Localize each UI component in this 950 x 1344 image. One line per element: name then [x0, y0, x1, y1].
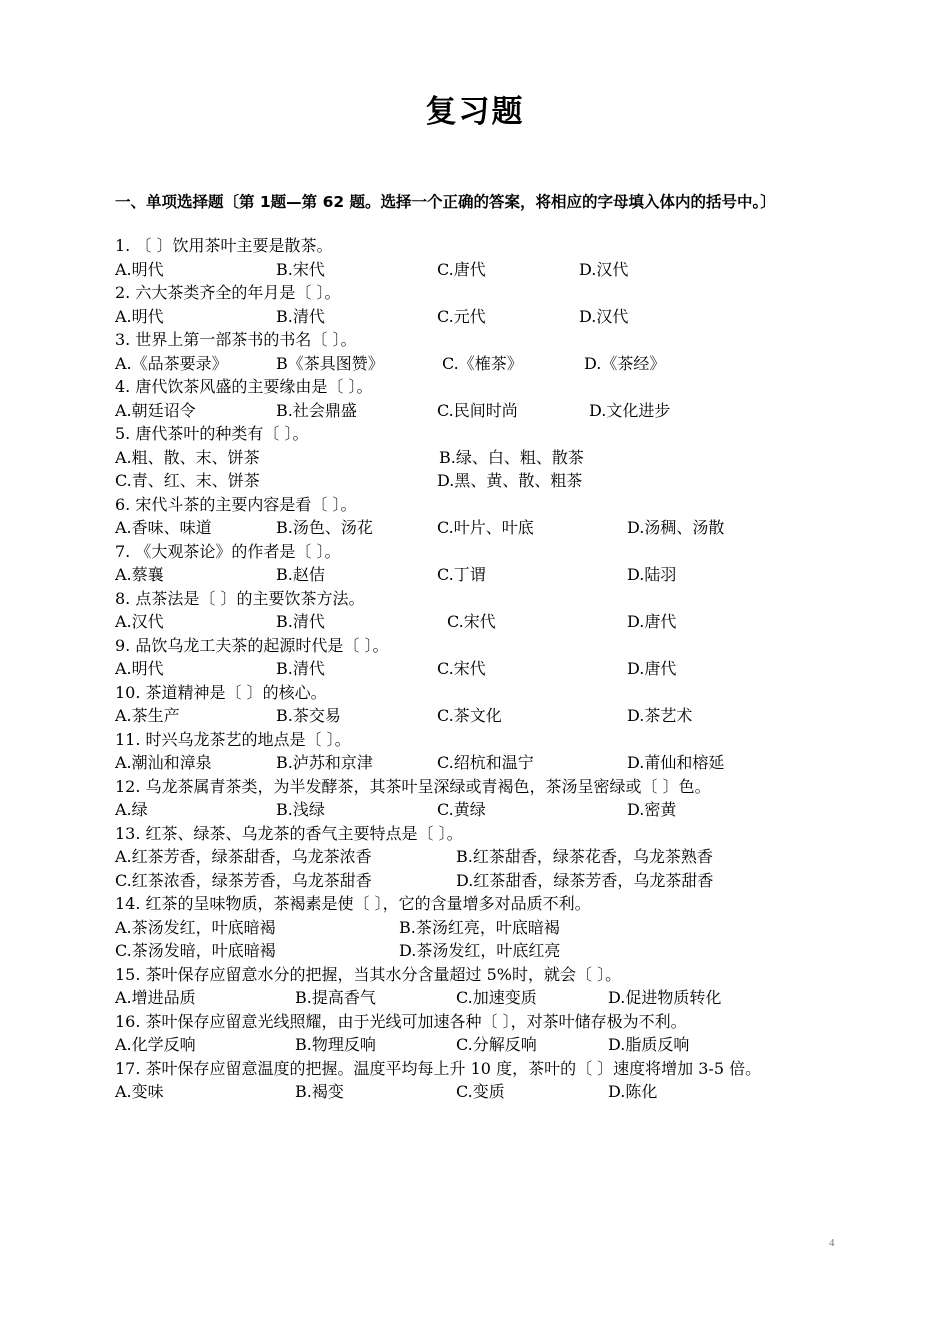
option: A.绿 [115, 800, 148, 819]
question-text: 9. 品饮乌龙工夫茶的起源时代是〔 〕。 [115, 635, 389, 655]
option: A.茶汤发红，叶底暗褐 [115, 917, 276, 937]
option: B.汤色、汤花 [276, 518, 373, 537]
option: B.绿、白、粗、散茶 [439, 447, 584, 467]
question-text: 2. 六大茶类齐全的年月是〔 〕。 [115, 283, 341, 302]
option: C.分解反响 [456, 1035, 537, 1054]
option: D.陆羽 [627, 565, 677, 584]
option: C.唐代 [437, 259, 486, 279]
option-row [115, 399, 845, 423]
option: C.青、红、末、饼茶 [115, 471, 260, 490]
question-text: 8. 点茶法是〔 〕的主要饮茶方法。 [115, 588, 365, 608]
option: A.粗、散、末、饼茶 [115, 447, 260, 467]
option: C.加速变质 [456, 988, 537, 1007]
option-row [115, 1033, 845, 1057]
question-text: 16. 茶叶保存应留意光线照耀，由于光线可加速各种〔 〕，对茶叶储存极为不利。 [115, 1011, 687, 1031]
option: D.汤稠、汤散 [627, 518, 725, 537]
question-text: 6. 宋代斗茶的主要内容是看〔 〕。 [115, 494, 357, 514]
option: D.陈化 [608, 1082, 658, 1101]
option: C.民间时尚 [437, 400, 518, 420]
option: A.增进品质 [115, 988, 196, 1007]
option: D.莆仙和榕延 [627, 753, 725, 772]
option: B.褐变 [295, 1082, 344, 1101]
option-row [115, 446, 845, 470]
option-row [115, 916, 845, 940]
option: A.《品茶要录》 [115, 353, 228, 373]
question-text: 3. 世界上第一部茶书的书名〔 〕。 [115, 330, 357, 349]
option: D.促进物质转化 [608, 988, 722, 1007]
option: A.潮汕和漳泉 [115, 753, 212, 772]
option: B.红茶甜香，绿茶花香，乌龙茶熟香 [456, 847, 713, 866]
option-row [115, 610, 845, 634]
option: C.黄绿 [437, 800, 486, 819]
option: C.丁谓 [437, 565, 486, 584]
option: C.宋代 [447, 612, 496, 631]
question-text: 4. 唐代饮茶风盛的主要缘由是〔 〕。 [115, 377, 373, 396]
option: A.汉代 [115, 612, 164, 631]
option: B.提高香气 [295, 988, 376, 1007]
option: D.茶艺术 [627, 706, 693, 725]
option-row [115, 258, 845, 282]
option: D.唐代 [627, 612, 677, 631]
option: B.泸苏和京津 [276, 753, 373, 772]
option-row [115, 469, 845, 493]
option-row [115, 845, 845, 869]
option: A.明代 [115, 259, 164, 279]
option: B.茶汤红亮，叶底暗褐 [399, 917, 560, 937]
option: B.浅绿 [276, 800, 325, 819]
option: D.密黄 [627, 800, 677, 819]
option: C.叶片、叶底 [437, 518, 534, 537]
option: D.黑、黄、散、粗茶 [437, 471, 583, 490]
option: A.香味、味道 [115, 518, 212, 537]
option-row [115, 869, 845, 893]
option-row [115, 516, 845, 540]
option: D.红茶甜香，绿茶芳香，乌龙茶甜香 [456, 870, 714, 890]
page-number: 4 [829, 1237, 835, 1249]
option-row [115, 563, 845, 587]
option: A.变味 [115, 1082, 164, 1101]
option: D.文化进步 [589, 400, 671, 420]
option-row [115, 352, 845, 376]
option: A.红茶芳香，绿茶甜香，乌龙茶浓香 [115, 847, 372, 866]
option: C.变质 [456, 1082, 505, 1101]
option: D.《茶经》 [584, 353, 666, 373]
question-text: 1. 〔 〕饮用茶叶主要是散茶。 [115, 236, 333, 255]
option: A.化学反响 [115, 1035, 196, 1054]
option-row [115, 704, 845, 728]
option: B.宋代 [276, 259, 325, 279]
question-text: 11. 时兴乌龙茶艺的地点是〔 〕。 [115, 729, 351, 749]
option: B.茶交易 [276, 706, 341, 725]
option: C.绍杭和温宁 [437, 753, 534, 772]
option: D.汉代 [579, 259, 629, 279]
option: B.赵佶 [276, 565, 325, 584]
question-text: 10. 茶道精神是〔 〕的核心。 [115, 682, 327, 702]
option: C.红茶浓香，绿茶芳香，乌龙茶甜香 [115, 870, 372, 890]
question-text: 17. 茶叶保存应留意温度的把握。温度平均每上升 10 度，茶叶的〔 〕速度将增加 3-5 倍。 [115, 1058, 762, 1078]
option: B《茶具图赞》 [276, 353, 384, 373]
question-text: 7. 《大观茶论》的作者是〔 〕。 [115, 541, 341, 561]
option: A.茶生产 [115, 706, 180, 725]
question-text: 15. 茶叶保存应留意水分的把握，当其水分含量超过 5%时，就会〔 〕。 [115, 964, 622, 984]
option: C.宋代 [437, 659, 486, 678]
option: D.汉代 [579, 306, 629, 326]
option: A.明代 [115, 306, 164, 326]
page-title: 复习题 [425, 94, 525, 130]
option-row [115, 798, 845, 822]
option: C.《榷茶》 [442, 353, 523, 373]
question-text: 13. 红茶、绿茶、乌龙茶的香气主要特点是〔 〕。 [115, 823, 463, 843]
option-row [115, 1080, 845, 1104]
option: B.物理反响 [295, 1035, 376, 1054]
option-row [115, 305, 845, 329]
option: D.脂质反响 [608, 1035, 690, 1054]
option: B.社会鼎盛 [276, 400, 357, 420]
question-text: 14. 红茶的呈味物质，茶褐素是使〔 〕，它的含量增多对品质不利。 [115, 894, 591, 913]
option: A.明代 [115, 659, 164, 678]
question-text: 12. 乌龙茶属青茶类，为半发酵茶，其茶叶呈深绿或青褐色，茶汤呈密绿或〔 〕色。 [115, 776, 711, 796]
option: D.唐代 [627, 659, 677, 678]
option: C.茶文化 [437, 706, 502, 725]
option-row [115, 751, 845, 775]
option-row [115, 986, 845, 1010]
option-row [115, 939, 845, 963]
question-text: 5. 唐代茶叶的种类有〔 〕。 [115, 424, 309, 443]
option: B.清代 [276, 612, 325, 631]
option: B.清代 [276, 659, 325, 678]
option: A.朝廷诏令 [115, 400, 196, 420]
option-row [115, 657, 845, 681]
question-list [115, 234, 845, 1104]
option: C.茶汤发暗，叶底暗褐 [115, 941, 276, 960]
option: C.元代 [437, 306, 486, 326]
option: D.茶汤发红，叶底红亮 [399, 941, 561, 960]
option: B.清代 [276, 306, 325, 326]
option: A.蔡襄 [115, 565, 164, 584]
section-instruction: 一、单项选择题〔第 1题—第 62 题。选择一个正确的答案，将相应的字母填入体内的括号中。〕 [115, 193, 776, 211]
